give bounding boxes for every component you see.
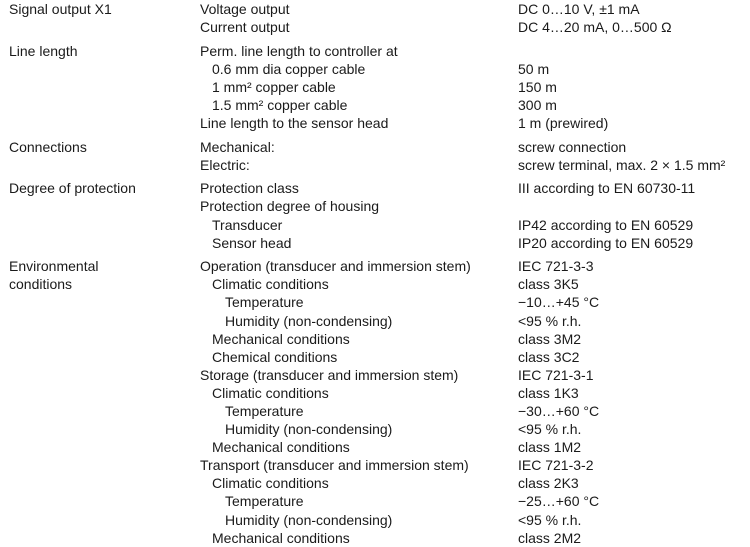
spec-row <box>9 384 744 402</box>
spec-property: Humidity (non-condensing) <box>225 312 393 329</box>
spec-value: IEC 721-3-2 <box>518 457 594 474</box>
spec-category: conditions <box>9 276 73 293</box>
spec-property: Mechanical conditions <box>212 529 350 546</box>
spec-row <box>9 529 744 547</box>
spec-row <box>9 275 744 293</box>
spec-property: 1.5 mm² copper cable <box>212 96 348 113</box>
spec-value: DC 0…10 V, ±1 mA <box>518 1 640 17</box>
spec-row <box>9 438 744 456</box>
spec-row <box>9 18 744 36</box>
spec-value: <95 % r.h. <box>518 312 582 329</box>
spec-row <box>9 42 744 60</box>
spec-property: Transport (transducer and immersion stem) <box>200 457 469 474</box>
spec-property: Humidity (non-condensing) <box>225 421 393 438</box>
spec-row <box>9 257 744 275</box>
spec-value: IEC 721-3-1 <box>518 366 594 383</box>
spec-value: <95 % r.h. <box>518 421 582 438</box>
spec-value: IEC 721-3-3 <box>518 258 594 275</box>
spec-value: IP20 according to EN 60529 <box>518 234 694 251</box>
spec-value: class 2M2 <box>518 529 582 546</box>
spec-property: Climatic conditions <box>212 276 329 293</box>
spec-row <box>9 138 744 156</box>
spec-property: Storage (transducer and immersion stem) <box>200 366 459 383</box>
spec-property: Voltage output <box>200 1 290 17</box>
spec-property: Line length to the sensor head <box>200 115 389 132</box>
spec-property: Chemical conditions <box>212 348 338 365</box>
spec-value: class 3M2 <box>518 330 582 347</box>
spec-row <box>9 0 744 18</box>
spec-property: Current output <box>200 19 290 36</box>
spec-row <box>9 60 744 78</box>
spec-value: class 1M2 <box>518 439 582 456</box>
spec-row <box>9 420 744 438</box>
spec-value: DC 4…20 mA, 0…500 Ω <box>518 19 672 36</box>
spec-property: Operation (transducer and immersion stem) <box>200 258 471 275</box>
spec-row <box>9 402 744 420</box>
spec-property: Mechanical conditions <box>212 330 350 347</box>
spec-row <box>9 179 744 197</box>
spec-category: Line length <box>9 42 78 59</box>
technical-data-table <box>9 0 744 547</box>
spec-category: Environmental <box>9 258 99 275</box>
spec-row <box>9 366 744 384</box>
spec-row <box>9 78 744 96</box>
spec-value: −25…+60 °C <box>518 493 600 510</box>
spec-row <box>9 216 744 234</box>
spec-row <box>9 456 744 474</box>
spec-value: <95 % r.h. <box>518 511 582 528</box>
spec-value: −30…+60 °C <box>518 402 600 419</box>
spec-property: Perm. line length to controller at <box>200 42 398 59</box>
spec-value: 50 m <box>518 60 550 77</box>
spec-value: IP42 according to EN 60529 <box>518 216 694 233</box>
spec-category: Signal output X1 <box>9 1 112 17</box>
spec-row <box>9 511 744 529</box>
spec-property: Temperature <box>225 402 304 419</box>
spec-value: screw connection <box>518 138 627 155</box>
spec-property: Temperature <box>225 493 304 510</box>
spec-value: screw terminal, max. 2 × 1.5 mm² <box>518 156 726 173</box>
spec-property: Humidity (non-condensing) <box>225 511 393 528</box>
spec-row <box>9 156 744 174</box>
spec-property: Transducer <box>212 216 283 233</box>
spec-category: Degree of protection <box>9 180 136 197</box>
spec-value: −10…+45 °C <box>518 294 600 311</box>
spec-row <box>9 197 744 215</box>
spec-value: class 2K3 <box>518 475 579 492</box>
spec-property: Protection degree of housing <box>200 198 380 215</box>
spec-row <box>9 96 744 114</box>
spec-property: Mechanical conditions <box>212 439 350 456</box>
spec-row <box>9 114 744 132</box>
spec-value: 150 m <box>518 78 557 95</box>
spec-value: class 3C2 <box>518 348 580 365</box>
spec-property: 0.6 mm dia copper cable <box>212 60 366 77</box>
spec-property: Climatic conditions <box>212 384 329 401</box>
spec-property: Climatic conditions <box>212 475 329 492</box>
spec-category: Connections <box>9 138 87 155</box>
spec-property: Sensor head <box>212 234 292 251</box>
spec-row <box>9 293 744 311</box>
spec-value: III according to EN 60730-11 <box>518 180 696 197</box>
spec-value: 300 m <box>518 96 557 113</box>
spec-value: class 3K5 <box>518 276 579 293</box>
spec-property: 1 mm² copper cable <box>212 78 336 95</box>
spec-value: 1 m (prewired) <box>518 115 609 132</box>
spec-property: Temperature <box>225 294 304 311</box>
spec-row <box>9 312 744 330</box>
spec-property: Electric: <box>200 156 250 173</box>
spec-row <box>9 330 744 348</box>
spec-property: Mechanical: <box>200 138 275 155</box>
spec-row <box>9 492 744 510</box>
spec-value: class 1K3 <box>518 384 579 401</box>
spec-row <box>9 234 744 252</box>
spec-row <box>9 348 744 366</box>
spec-row <box>9 474 744 492</box>
spec-property: Protection class <box>200 180 299 197</box>
